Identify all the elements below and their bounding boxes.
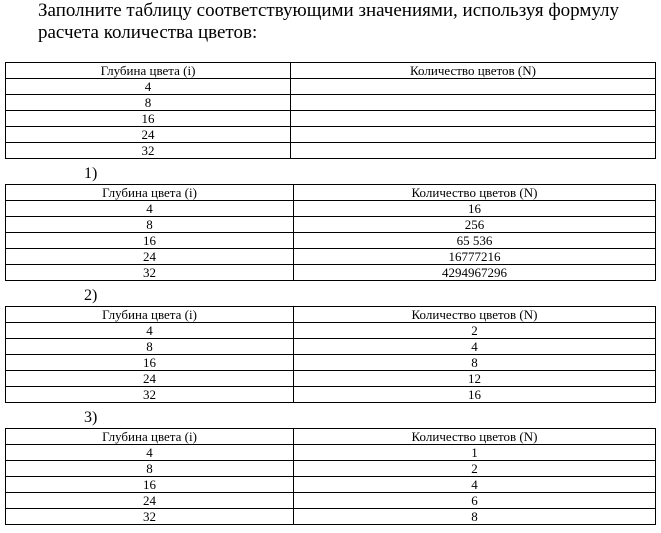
- table-row: [6, 493, 656, 509]
- table-row: [6, 371, 656, 387]
- depth-cell: 24: [6, 493, 294, 509]
- table-header-row: [6, 307, 656, 323]
- count-cell[interactable]: [291, 111, 656, 127]
- count-cell: 16: [294, 201, 656, 217]
- table-row: [6, 477, 656, 493]
- count-cell: 16: [294, 387, 656, 403]
- depth-cell: 4: [6, 323, 294, 339]
- option-1-table: [5, 184, 656, 281]
- depth-cell: 4: [6, 79, 291, 95]
- header-depth: Глубина цвета (i): [6, 185, 294, 201]
- header-depth: Глубина цвета (i): [6, 63, 291, 79]
- count-cell[interactable]: [291, 79, 656, 95]
- count-cell: 8: [294, 355, 656, 371]
- header-count: Количество цветов (N): [294, 429, 656, 445]
- depth-cell: 24: [6, 127, 291, 143]
- depth-cell: 8: [6, 339, 294, 355]
- depth-cell: 32: [6, 265, 294, 281]
- depth-cell: 4: [6, 201, 294, 217]
- count-cell: 6: [294, 493, 656, 509]
- depth-cell: 16: [6, 233, 294, 249]
- table-row: [6, 95, 656, 111]
- table-row: [6, 233, 656, 249]
- table-row: [6, 387, 656, 403]
- count-cell[interactable]: [291, 127, 656, 143]
- table-row: [6, 79, 656, 95]
- depth-cell: 4: [6, 445, 294, 461]
- count-cell: 2: [294, 461, 656, 477]
- header-depth: Глубина цвета (i): [6, 429, 294, 445]
- count-cell: 12: [294, 371, 656, 387]
- table-row: [6, 461, 656, 477]
- table-header-row: [6, 429, 656, 445]
- depth-cell: 32: [6, 509, 294, 525]
- table-row: [6, 111, 656, 127]
- table-row: [6, 445, 656, 461]
- table-header-row: [6, 185, 656, 201]
- depth-cell: 16: [6, 111, 291, 127]
- depth-cell: 16: [6, 355, 294, 371]
- depth-cell: 8: [6, 95, 291, 111]
- table-row: [6, 355, 656, 371]
- option-2-label: 2): [84, 287, 98, 304]
- table-row: [6, 217, 656, 233]
- depth-cell: 32: [6, 387, 294, 403]
- count-cell: 4: [294, 339, 656, 355]
- option-3-label: 3): [84, 409, 98, 426]
- table-row: [6, 323, 656, 339]
- table-header-row: [6, 63, 656, 79]
- option-3-table: [5, 428, 656, 525]
- count-cell: 4294967296: [294, 265, 656, 281]
- header-count: Количество цветов (N): [294, 185, 656, 201]
- count-cell: 2: [294, 323, 656, 339]
- count-cell: 1: [294, 445, 656, 461]
- depth-cell: 24: [6, 371, 294, 387]
- count-cell: 4: [294, 477, 656, 493]
- table-row: [6, 339, 656, 355]
- depth-cell: 16: [6, 477, 294, 493]
- instruction-text: Заполните таблицу соответствующими значениями, используя формулу расчета количества цветов:: [38, 0, 620, 43]
- count-cell[interactable]: [291, 143, 656, 159]
- table-row: [6, 509, 656, 525]
- depth-cell: 8: [6, 461, 294, 477]
- option-2-table: [5, 306, 656, 403]
- count-cell: 8: [294, 509, 656, 525]
- count-cell: 256: [294, 217, 656, 233]
- table-row: [6, 201, 656, 217]
- task-table: [5, 62, 656, 159]
- table-row: [6, 249, 656, 265]
- count-cell[interactable]: [291, 95, 656, 111]
- table-row: [6, 265, 656, 281]
- header-count: Количество цветов (N): [291, 63, 656, 79]
- header-depth: Глубина цвета (i): [6, 307, 294, 323]
- depth-cell: 8: [6, 217, 294, 233]
- count-cell: 16777216: [294, 249, 656, 265]
- table-row: [6, 127, 656, 143]
- count-cell: 65 536: [294, 233, 656, 249]
- depth-cell: 32: [6, 143, 291, 159]
- depth-cell: 24: [6, 249, 294, 265]
- option-1-label: 1): [84, 165, 98, 182]
- header-count: Количество цветов (N): [294, 307, 656, 323]
- table-row: [6, 143, 656, 159]
